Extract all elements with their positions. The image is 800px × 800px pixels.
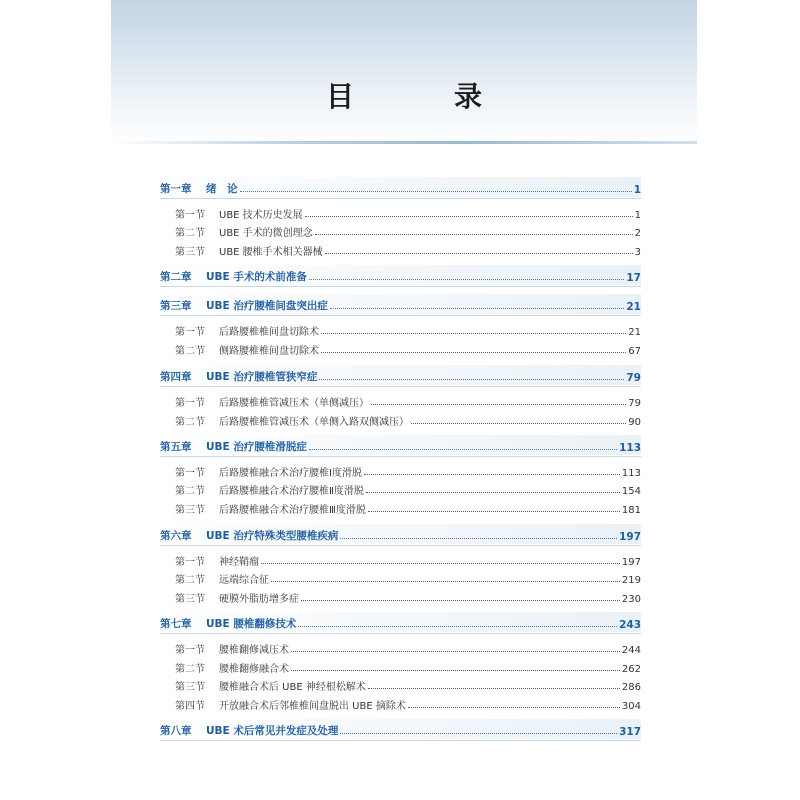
dot-leader xyxy=(325,253,633,254)
toc-section-entry[interactable] xyxy=(175,203,641,221)
entry-title: UBE 治疗腰椎滑脱症 xyxy=(206,441,307,453)
toc-section-entry[interactable] xyxy=(175,638,641,656)
entry-title: UBE 手术的微创理念 xyxy=(219,228,313,239)
toc-section-entry[interactable] xyxy=(175,550,641,568)
entry-number: 第四节 xyxy=(175,701,205,712)
dot-leader xyxy=(371,404,626,405)
entry-page-number: 67 xyxy=(628,346,641,357)
header-rule xyxy=(111,141,697,144)
toc-section-entry[interactable] xyxy=(175,498,641,516)
entry-title: 后路腰椎融合术治疗腰椎Ⅲ度滑脱 xyxy=(219,505,366,516)
entry-title: UBE 治疗腰椎间盘突出症 xyxy=(206,300,328,312)
toc-section-entry[interactable] xyxy=(175,675,641,693)
dot-leader xyxy=(408,707,620,708)
dot-leader xyxy=(368,688,620,689)
entry-number: 第七章 xyxy=(160,618,192,630)
entry-number: 第一节 xyxy=(175,398,205,409)
entry-title: 绪 论 xyxy=(206,183,238,195)
dot-leader xyxy=(315,234,633,235)
toc-section-entry[interactable] xyxy=(175,391,641,409)
toc-chapter-entry[interactable] xyxy=(160,720,641,738)
chapter-divider xyxy=(160,740,641,741)
dot-leader xyxy=(321,352,626,353)
dot-leader xyxy=(364,474,620,475)
entry-number: 第三节 xyxy=(175,594,205,605)
entry-page-number: 79 xyxy=(628,398,641,409)
toc-chapter-entry[interactable] xyxy=(160,266,641,284)
entry-page-number: 17 xyxy=(626,272,641,284)
entry-page-number: 244 xyxy=(621,645,641,656)
chapter-divider xyxy=(160,456,641,457)
dot-leader xyxy=(301,600,620,601)
entry-page-number: 3 xyxy=(634,247,641,258)
entry-number: 第一节 xyxy=(175,327,205,338)
entry-title: 后路腰椎融合术治疗腰椎Ⅰ度滑脱 xyxy=(219,468,362,479)
entry-page-number: 79 xyxy=(626,372,641,384)
entry-number: 第四章 xyxy=(160,371,192,383)
entry-number: 第一章 xyxy=(160,183,192,195)
toc-chapter-entry[interactable] xyxy=(160,295,641,313)
dot-leader xyxy=(309,279,625,280)
entry-page-number: 317 xyxy=(619,726,641,738)
entry-page-number: 197 xyxy=(621,557,641,568)
dot-leader xyxy=(340,538,617,539)
entry-title: UBE 技术历史发展 xyxy=(219,210,303,221)
entry-title: 腰椎融合术后 UBE 神经根松解术 xyxy=(219,682,366,693)
chapter-divider xyxy=(160,315,641,316)
entry-page-number: 1 xyxy=(634,210,641,221)
entry-title: UBE 手术的术前准备 xyxy=(206,271,307,283)
entry-number: 第一节 xyxy=(175,645,205,656)
entry-title: UBE 腰椎翻修技术 xyxy=(206,618,297,630)
entry-number: 第五章 xyxy=(160,441,192,453)
entry-page-number: 197 xyxy=(619,531,641,543)
toc-section-entry[interactable] xyxy=(175,240,641,258)
chapter-divider xyxy=(160,545,641,546)
entry-page-number: 21 xyxy=(626,301,641,313)
chapter-divider xyxy=(160,386,641,387)
toc-chapter-entry[interactable] xyxy=(160,178,641,196)
entry-number: 第三节 xyxy=(175,682,205,693)
chapter-divider xyxy=(160,633,641,634)
toc-section-entry[interactable] xyxy=(175,657,641,675)
entry-number: 第三章 xyxy=(160,300,192,312)
toc-chapter-entry[interactable] xyxy=(160,366,641,384)
dot-leader xyxy=(298,626,617,627)
entry-page-number: 230 xyxy=(621,594,641,605)
dot-leader xyxy=(319,379,624,380)
entry-number: 第二节 xyxy=(175,228,205,239)
dot-leader xyxy=(411,423,626,424)
entry-title: UBE 治疗腰椎管狭窄症 xyxy=(206,371,318,383)
dot-leader xyxy=(291,651,620,652)
entry-title: 远端综合征 xyxy=(219,575,269,586)
entry-title: UBE 术后常见并发症及处理 xyxy=(206,725,339,737)
entry-number: 第二节 xyxy=(175,575,205,586)
entry-title: UBE 治疗特殊类型腰椎疾病 xyxy=(206,530,339,542)
toc-section-entry[interactable] xyxy=(175,320,641,338)
entry-number: 第三节 xyxy=(175,247,205,258)
entry-page-number: 219 xyxy=(621,575,641,586)
entry-number: 第二节 xyxy=(175,417,205,428)
entry-title: 硬膜外脂肪增多症 xyxy=(219,594,299,605)
dot-leader xyxy=(330,308,625,309)
entry-number: 第一节 xyxy=(175,468,205,479)
entry-title: 后路腰椎椎间盘切除术 xyxy=(219,327,319,338)
toc-chapter-entry[interactable] xyxy=(160,525,641,543)
entry-number: 第六章 xyxy=(160,530,192,542)
dot-leader xyxy=(271,581,620,582)
toc-section-entry[interactable] xyxy=(175,410,641,428)
entry-number: 第二节 xyxy=(175,346,205,357)
header-banner xyxy=(111,0,697,143)
entry-page-number: 1 xyxy=(633,184,641,196)
entry-number: 第八章 xyxy=(160,725,192,737)
chapter-divider xyxy=(160,286,641,287)
toc-section-entry[interactable] xyxy=(175,479,641,497)
dot-leader xyxy=(240,191,632,192)
toc-chapter-entry[interactable] xyxy=(160,436,641,454)
toc-section-entry[interactable] xyxy=(175,568,641,586)
entry-page-number: 2 xyxy=(634,228,641,239)
entry-title: 后路腰椎融合术治疗腰椎Ⅱ度滑脱 xyxy=(219,486,364,497)
dot-leader xyxy=(261,563,620,564)
toc-section-entry[interactable] xyxy=(175,694,641,712)
entry-title: 后路腰椎椎管减压术（单侧入路双侧减压） xyxy=(219,417,409,428)
dot-leader xyxy=(305,216,633,217)
book-page xyxy=(111,0,697,800)
toc-chapter-entry[interactable] xyxy=(160,613,641,631)
entry-title: UBE 腰椎手术相关器械 xyxy=(219,247,323,258)
dot-leader xyxy=(340,733,617,734)
dot-leader xyxy=(366,492,620,493)
page-title: 目 录 xyxy=(325,80,518,113)
entry-page-number: 243 xyxy=(619,619,641,631)
entry-page-number: 286 xyxy=(621,682,641,693)
entry-number: 第三节 xyxy=(175,505,205,516)
entry-number: 第二节 xyxy=(175,664,205,675)
entry-page-number: 90 xyxy=(628,417,641,428)
dot-leader xyxy=(321,333,626,334)
entry-title: 腰椎翻修融合术 xyxy=(219,664,289,675)
entry-number: 第一节 xyxy=(175,210,205,221)
entry-page-number: 21 xyxy=(628,327,641,338)
entry-number: 第二章 xyxy=(160,271,192,283)
entry-title: 侧路腰椎椎间盘切除术 xyxy=(219,346,319,357)
entry-page-number: 181 xyxy=(621,505,641,516)
toc-section-entry[interactable] xyxy=(175,587,641,605)
toc-section-entry[interactable] xyxy=(175,461,641,479)
dot-leader xyxy=(309,449,617,450)
entry-page-number: 262 xyxy=(621,664,641,675)
entry-title: 开放融合术后邻椎椎间盘脱出 UBE 摘除术 xyxy=(219,701,406,712)
chapter-divider xyxy=(160,198,641,199)
entry-page-number: 113 xyxy=(621,468,641,479)
entry-number: 第一节 xyxy=(175,557,205,568)
dot-leader xyxy=(368,511,620,512)
entry-page-number: 113 xyxy=(619,442,641,454)
dot-leader xyxy=(291,670,620,671)
toc-section-entry[interactable] xyxy=(175,221,641,239)
entry-number: 第二节 xyxy=(175,486,205,497)
entry-page-number: 304 xyxy=(621,701,641,712)
toc-section-entry[interactable] xyxy=(175,339,641,357)
entry-title: 腰椎翻修减压术 xyxy=(219,645,289,656)
entry-title: 神经鞘瘤 xyxy=(219,557,259,568)
entry-title: 后路腰椎椎管减压术（单侧减压） xyxy=(219,398,369,409)
entry-page-number: 154 xyxy=(621,486,641,497)
